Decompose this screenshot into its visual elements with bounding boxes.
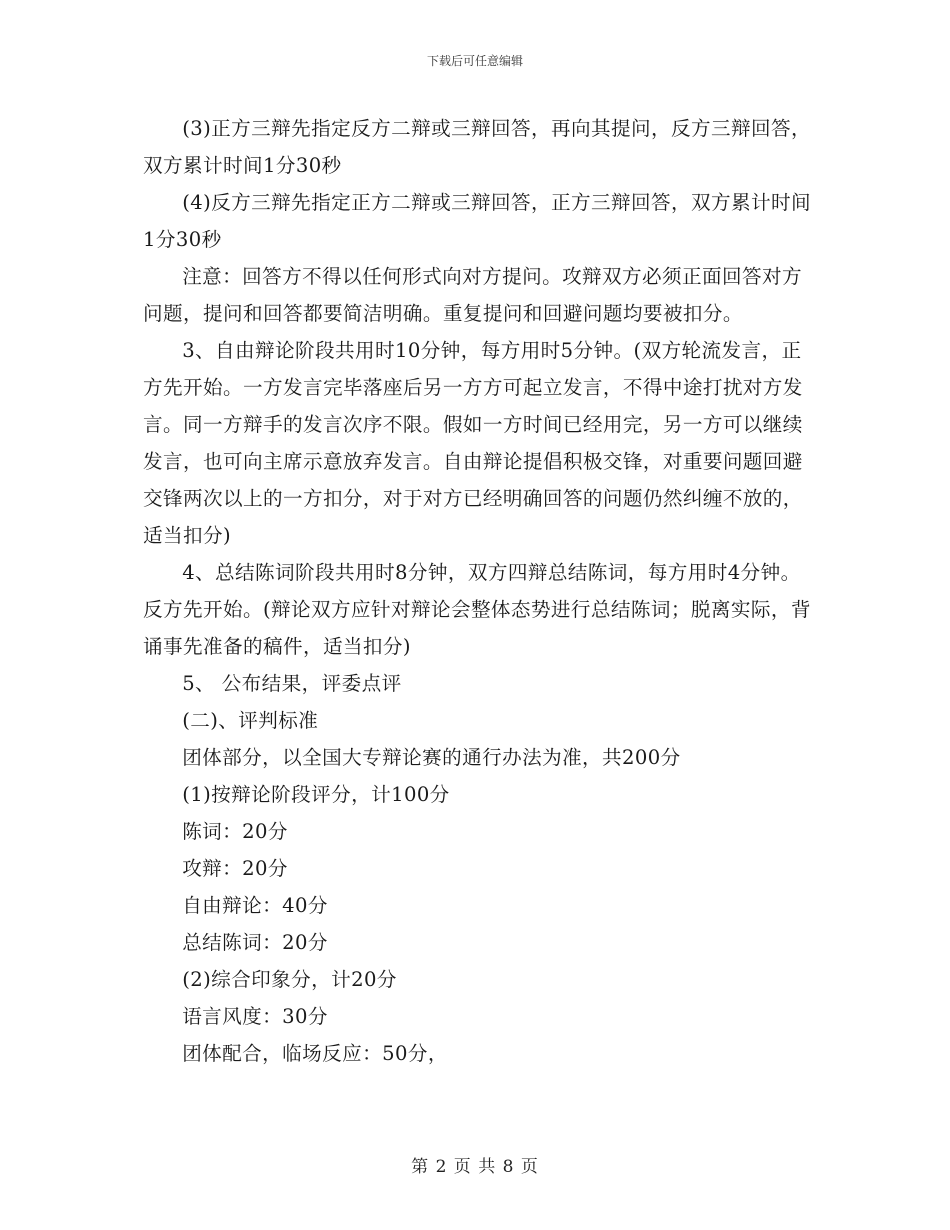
list-item: 陈词：20分 bbox=[182, 820, 288, 843]
list-item: 团体配合，临场反应：50分， bbox=[182, 1042, 448, 1065]
paragraph: 5、 公布结果，评委点评 bbox=[182, 672, 402, 695]
page-header: 下载后可任意编辑 bbox=[426, 54, 523, 68]
paragraph: 3、自由辩论阶段共用时10分钟，每方用时5分钟。(双方轮流发言，正方先开始。一方发言完毕落座后另一方方可起立发言，不得中途打扰对方发言。同一方辩手的发言次序不限。假如一方时间已经用完，另一方可以继续发言，也可向主席示意放弃发言。自由辩论提倡积极交锋，对重要问题回避交锋两次以上的一方扣分，对于对方已经明确回答的问题仍然纠缠不放的，适当扣分) bbox=[143, 339, 803, 547]
section-heading: (二)、评判标准 bbox=[182, 709, 319, 732]
paragraph: (4)反方三辩先指定正方二辩或三辩回答，正方三辩回答，双方累计时间1分30秒 bbox=[143, 191, 811, 251]
paragraph: 4、总结陈词阶段共用时8分钟，双方四辩总结陈词，每方用时4分钟。反方先开始。(辩论双方应针对辩论会整体态势进行总结陈词；脱离实际，背诵事先准备的稿件，适当扣分) bbox=[143, 561, 811, 658]
page-footer: 第 2 页 共 8 页 bbox=[411, 1157, 539, 1177]
document-body bbox=[143, 110, 813, 1072]
list-item: (1)按辩论阶段评分，计100分 bbox=[182, 783, 450, 806]
list-item: 攻辩：20分 bbox=[182, 857, 288, 880]
list-item: 语言风度：30分 bbox=[182, 1005, 328, 1028]
paragraph: (3)正方三辩先指定反方二辩或三辩回答，再向其提问，反方三辩回答，双方累计时间1分30秒 bbox=[143, 117, 811, 177]
paragraph: 注意：回答方不得以任何形式向对方提问。攻辩双方必须正面回答对方问题，提问和回答都要简洁明确。重复提问和回避问题均要被扣分。 bbox=[143, 265, 802, 325]
list-item: 总结陈词：20分 bbox=[182, 931, 328, 954]
list-item: (2)综合印象分，计20分 bbox=[182, 968, 397, 991]
list-item: 自由辩论：40分 bbox=[182, 894, 328, 917]
paragraph: 团体部分，以全国大专辩论赛的通行办法为准，共200分 bbox=[182, 746, 681, 769]
